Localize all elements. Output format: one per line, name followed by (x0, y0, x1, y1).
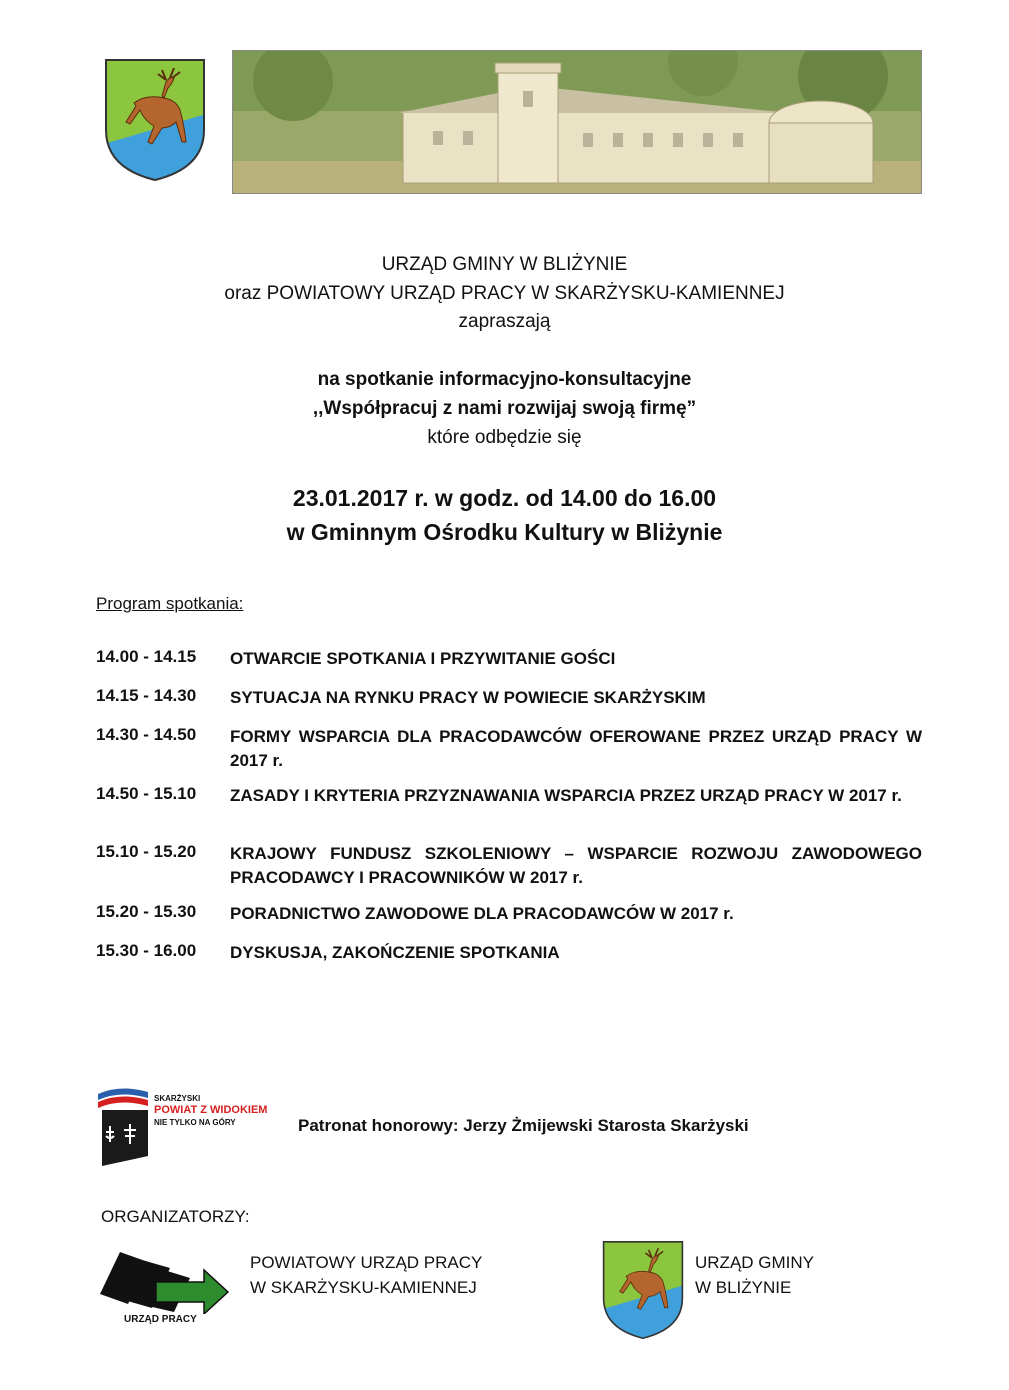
powiat-logo (96, 1086, 276, 1168)
ug-name (695, 1250, 814, 1300)
invite-verb: zapraszają (458, 311, 551, 332)
program-text: FORMY WSPARCIA DLA PRACODAWCÓW OFEROWANE PRZEZ URZĄD PRACY W 2017 r. (230, 727, 922, 770)
pup-line-2: W SKARŻYSKU-KAMIENNEJ (250, 1278, 477, 1297)
date-line: 23.01.2017 r. w godz. od 14.00 do 16.00 (292, 485, 717, 511)
ug-line-1: URZĄD GMINY (695, 1253, 814, 1272)
program-text: PORADNICTWO ZAWODOWE DLA PRACODAWCÓW W 2017 r. (230, 904, 734, 923)
pup-logo (98, 1248, 230, 1328)
meeting-which: które odbędzie się (427, 427, 582, 448)
program-time: 14.15 - 14.30 (96, 686, 197, 705)
program-text: ZASADY I KRYTERIA PRZYZNAWANIA WSPARCIA PRZEZ URZĄD PRACY W 2017 r. (230, 786, 902, 805)
patronage-text: Patronat honorowy: Jerzy Żmijewski Starosta Skarżyski (298, 1116, 749, 1135)
meeting-title: ,,Współpracuj z nami rozwijaj swoją firmę” (312, 398, 697, 419)
powiat-logo-line3: NIE TYLKO NA GÓRY (154, 1118, 236, 1127)
manor-house-photo (232, 50, 922, 194)
program-time: 14.30 - 14.50 (96, 725, 197, 744)
coat-of-arms-deer-icon (602, 1240, 684, 1340)
place-line: w Gminnym Ośrodku Kultury w Bliżynie (286, 519, 723, 545)
meeting-type: na spotkanie informacyjno-konsultacyjne (317, 369, 692, 390)
program-time: 14.00 - 14.15 (96, 647, 197, 666)
pup-logo-label: URZĄD PRACY (124, 1314, 197, 1325)
powiat-emblem-icon (96, 1086, 152, 1168)
pup-line-1: POWIATOWY URZĄD PRACY (250, 1253, 483, 1272)
program-heading: Program spotkania: (96, 594, 244, 613)
program-text: OTWARCIE SPOTKANIA I PRZYWITANIE GOŚCI (230, 649, 616, 668)
program-time: 14.50 - 15.10 (96, 784, 197, 803)
ug-line-2: W BLIŻYNIE (695, 1278, 792, 1297)
pup-name (250, 1250, 482, 1300)
program-text: DYSKUSJA, ZAKOŃCZENIE SPOTKANIA (230, 943, 560, 962)
program-text: SYTUACJA NA RYNKU PRACY W POWIECIE SKARŻYSKIM (230, 688, 706, 707)
program-time: 15.30 - 16.00 (96, 941, 197, 960)
crest-logo (104, 58, 206, 182)
program-time: 15.10 - 15.20 (96, 842, 197, 861)
labour-office-arrows-icon (98, 1248, 230, 1314)
org-line-1: URZĄD GMINY W BLIŻYNIE (381, 254, 628, 275)
organizers-heading: ORGANIZATORZY: (101, 1207, 250, 1226)
program-text: KRAJOWY FUNDUSZ SZKOLENIOWY – WSPARCIE ROZWOJU ZAWODOWEGO PRACODAWCY I PRACOWNIKÓW W 2017 r. (230, 844, 922, 887)
program-time: 15.20 - 15.30 (96, 902, 197, 921)
powiat-logo-line2: POWIAT Z WIDOKIEM (154, 1104, 268, 1116)
coat-of-arms-deer-icon (104, 58, 206, 182)
org-line-2: oraz POWIATOWY URZĄD PRACY W SKARŻYSKU-KAMIENNEJ (224, 283, 785, 304)
powiat-logo-line1: SKARŻYSKI (154, 1094, 201, 1103)
ug-crest-logo (602, 1240, 684, 1340)
